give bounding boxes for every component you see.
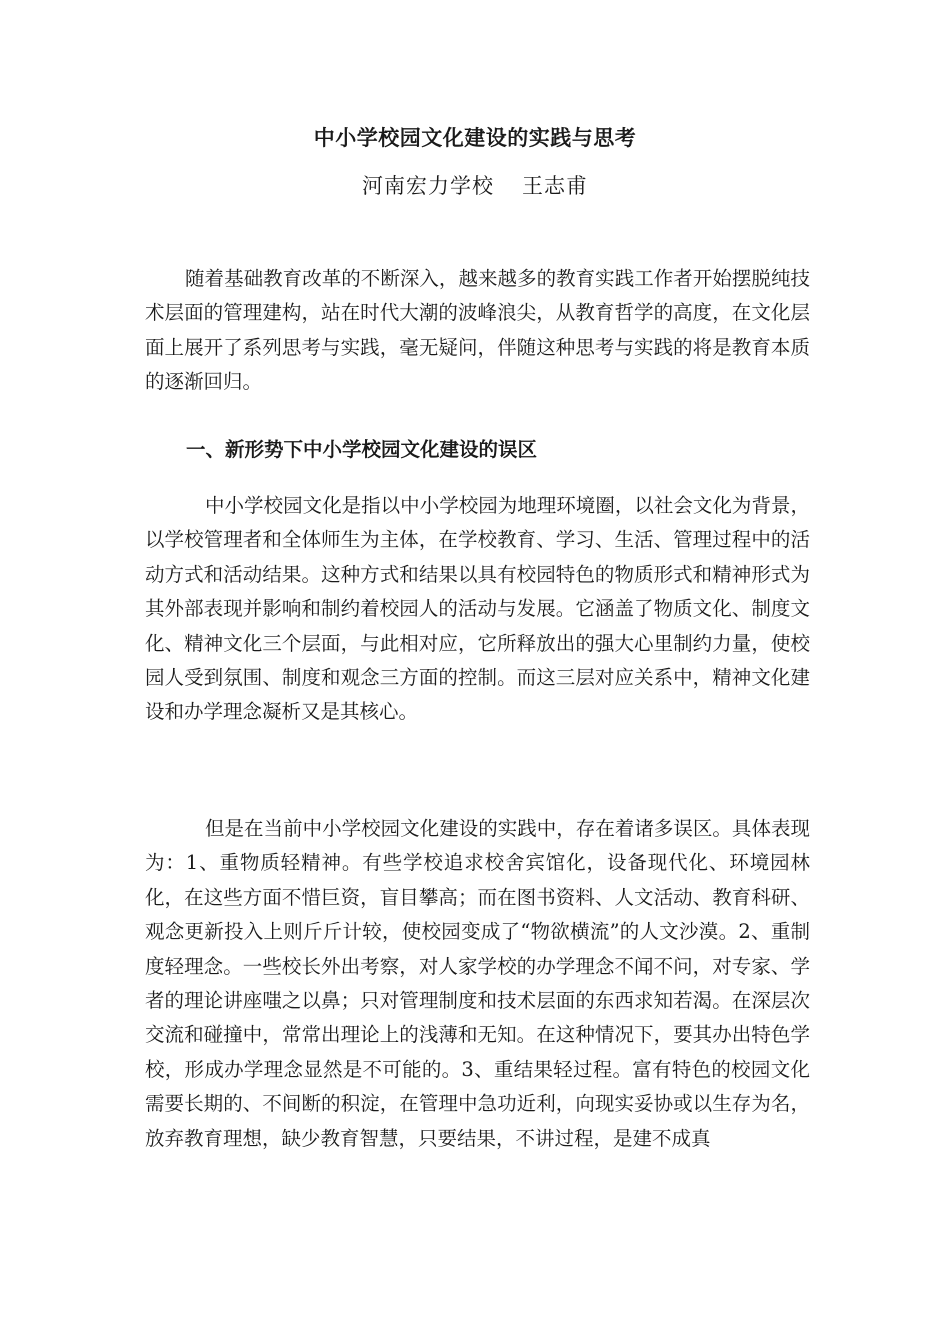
intro-paragraph: 随着基础教育改革的不断深入，越来越多的教育实践工作者开始摆脱纯技术层面的管理建构，站在时代大潮的波峰浪尖，从教育哲学的高度，在文化层面上展开了系列思考与实践，毫无疑问，伴随这种思考与实践的将是教育本质的逐渐回归。 xyxy=(145,267,810,394)
body-paragraph-misconceptions: 但是在当前中小学校园文化建设的实践中，存在着诸多误区。具体表现为：1、重物质轻精神。有些学校追求校舍宾馆化，设备现代化、环境园林化，在这些方面不惜巨资，盲目攀高；而在图书资料、人文活动、教育科研、观念更新投入上则斤斤计较，使校园变成了“物欲横流”的人文沙漠。2、重制度轻理念。一些校长外出考察，对人家学校的办学理念不闻不问，对专家、学者的理论讲座嗤之以鼻；只对管理制度和技术层面的东西求知若渴。在深层次交流和碰撞中，常常出理论上的浅薄和无知。在这种情况下，要其办出特色学校，形成办学理念显然是不可能的。3、重结果轻过程。富有特色的校园文化需要长期的、不间断的积淀，在管理中急功近利，向现实妥协或以生存为名，放弃教育理想，缺少教育智慧，只要结果，不讲过程，是建不成真 xyxy=(145,817,810,1150)
section-heading: 一、新形势下中小学校园文化建设的误区 xyxy=(186,438,538,461)
body-paragraph-definition: 中小学校园文化是指以中小学校园为地理环境圈，以社会文化为背景，以学校管理者和全体师生为主体，在学校教育、学习、生活、管理过程中的活动方式和活动结果。这种方式和结果以具有校园特色的物质形式和精神形式为其外部表现并影响和制约着校园人的活动与发展。它涵盖了物质文化、制度文化、精神文化三个层面，与此相对应，它所释放出的强大心里制约力量，使校园人受到氛围、制度和观念三方面的控制。而这三层对应关系中，精神文化建设和办学理念凝析又是其核心。 xyxy=(145,494,810,724)
author-organization: 河南宏力学校 xyxy=(362,174,494,198)
document-title: 中小学校园文化建设的实践与思考 xyxy=(313,125,637,150)
author-byline xyxy=(0,170,950,202)
author-name: 王志甫 xyxy=(522,174,588,198)
